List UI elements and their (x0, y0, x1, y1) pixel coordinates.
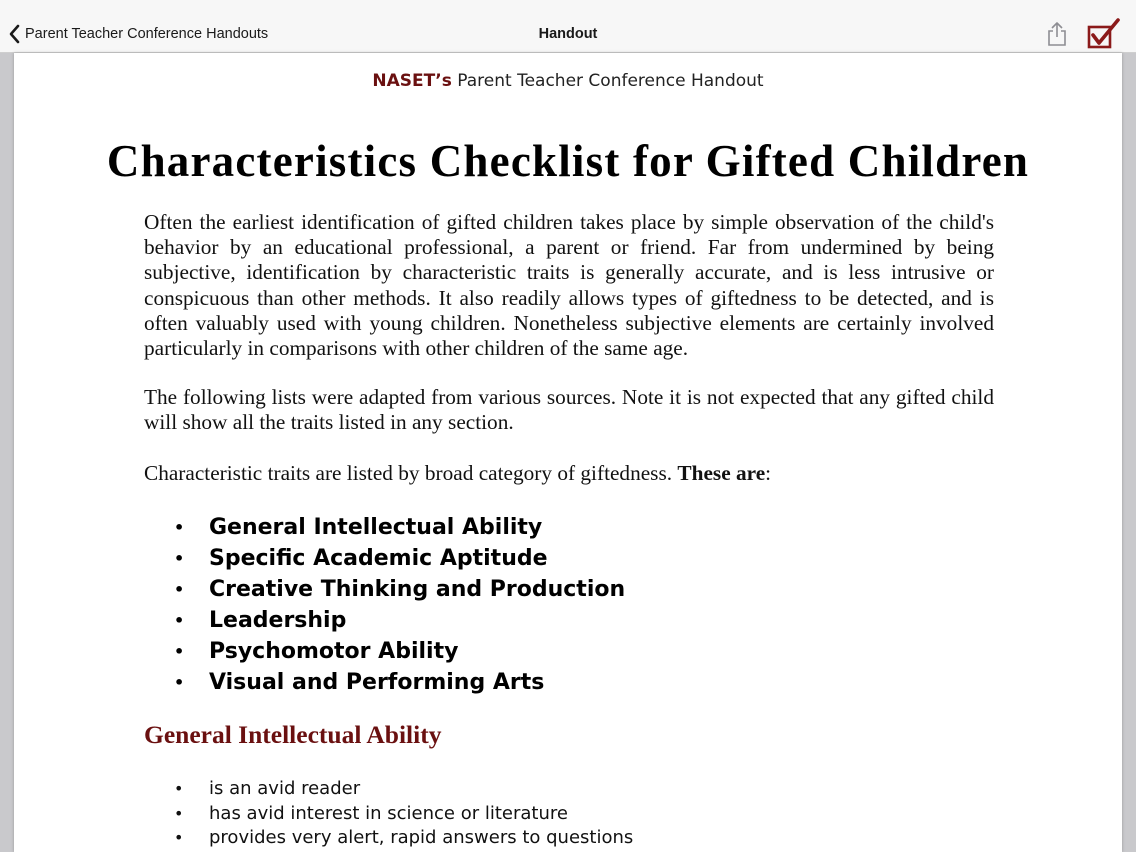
document-header (14, 71, 1122, 91)
bullet: • (174, 779, 184, 798)
bullet: • (174, 803, 184, 823)
back-button-label: Parent Teacher Conference Handouts (25, 26, 269, 42)
navigation-bar (0, 0, 1136, 53)
category-label: Psychomotor Ability (209, 639, 459, 664)
bullet: • (174, 518, 185, 537)
trait-label: provides very alert, rapid answers to questions (209, 827, 634, 848)
back-button[interactable] (8, 24, 268, 44)
chevron-left-icon (8, 24, 20, 44)
document-page (14, 53, 1122, 852)
trait-label: has avid interest in science or literature (209, 802, 568, 824)
section-heading: General Intellectual Ability (144, 720, 442, 749)
bullet: • (174, 642, 185, 661)
category-label: Visual and Performing Arts (209, 670, 545, 695)
checkmark-icon (1086, 18, 1122, 50)
bullet: • (174, 828, 184, 847)
bullet: • (174, 549, 185, 568)
header-brand: NASET’s (372, 71, 452, 91)
categories-intro-text: Characteristic traits are listed by broad category of giftedness. (144, 461, 678, 485)
category-label: Leadership (209, 608, 347, 633)
share-icon (1045, 21, 1069, 47)
categories-intro-paragraph (144, 461, 994, 486)
nav-title: Handout (538, 26, 598, 42)
document-viewer[interactable] (0, 53, 1136, 852)
bullet: • (174, 611, 185, 630)
category-label: General Intellectual Ability (209, 515, 543, 540)
intro-paragraph: Often the earliest identification of gifted children takes place by simple observation of the child's behavior by an educational professional, a parent or friend. Far from undermined by being subjective, identification by characteristic traits is generally accurate, and is less intrusive or conspicuous than other methods. It also readily allows types of giftedness to be detected, and is often valuably used with young children. Nonetheless subjective elements are certainly involved particularly in comparisons with other children of the same age. (144, 210, 994, 361)
share-button[interactable] (1045, 21, 1069, 47)
category-label: Creative Thinking and Production (209, 577, 626, 602)
document-title: Characteristics Checklist for Gifted Children (106, 136, 1030, 186)
checklist-button[interactable] (1086, 18, 1122, 50)
categories-intro-bold: These are (677, 461, 766, 485)
category-label: Specific Academic Aptitude (209, 546, 548, 571)
sources-paragraph: The following lists were adapted from various sources. Note it is not expected that any gifted child will show all the traits listed in any section. (144, 385, 994, 435)
categories-intro-suffix: : (765, 461, 772, 485)
bullet: • (174, 673, 185, 692)
header-text: Parent Teacher Conference Handout (451, 71, 764, 91)
trait-label: is an avid reader (209, 778, 361, 799)
bullet: • (174, 580, 185, 599)
